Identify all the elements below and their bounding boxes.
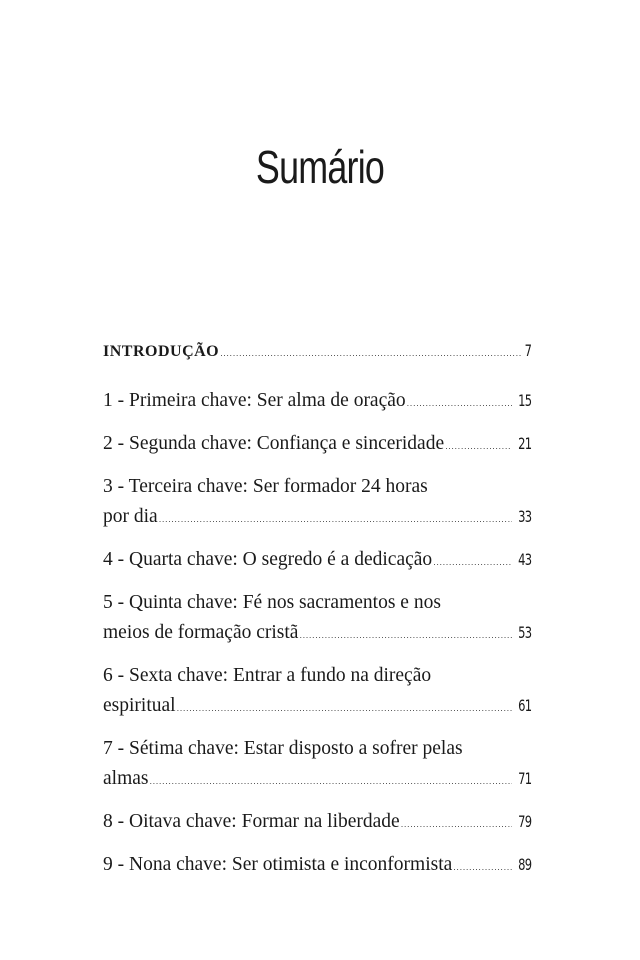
dot-leader bbox=[299, 621, 511, 651]
dot-leader bbox=[159, 505, 512, 535]
toc-page-number: 79 bbox=[517, 812, 531, 831]
toc-entry-title-line1: 6 - Sexta chave: Entrar a fundo na direção bbox=[103, 665, 432, 686]
toc-entry-title: INTRODUÇÃO bbox=[103, 343, 220, 360]
toc-entry-7 bbox=[103, 734, 531, 797]
toc-entry-title-line1: 5 - Quinta chave: Fé nos sacramentos e nos bbox=[103, 592, 441, 613]
dot-leader bbox=[453, 853, 511, 883]
toc-entry-title: almas bbox=[103, 768, 149, 789]
toc-entry-6 bbox=[103, 661, 531, 724]
toc-page-number: 21 bbox=[517, 434, 531, 453]
toc-page-number: 33 bbox=[517, 507, 531, 526]
toc-entry-9 bbox=[103, 850, 531, 883]
toc-entry-introduction bbox=[103, 336, 531, 369]
toc-entry-title: 2 - Segunda chave: Confiança e sinceridade bbox=[103, 433, 445, 454]
toc-entry-title: 4 - Quarta chave: O segredo é a dedicação bbox=[103, 549, 433, 570]
toc-entry-8 bbox=[103, 807, 531, 840]
toc-page-number: 7 bbox=[524, 341, 531, 360]
page-title: Sumário bbox=[255, 141, 385, 193]
toc-page-number: 71 bbox=[517, 769, 531, 788]
toc-entry-title: 1 - Primeira chave: Ser alma de oração bbox=[103, 390, 406, 411]
dot-leader bbox=[401, 810, 512, 840]
toc-entry-title: por dia bbox=[103, 506, 158, 527]
toc-page-number: 61 bbox=[517, 696, 531, 715]
table-of-contents bbox=[103, 336, 531, 893]
dot-leader bbox=[445, 432, 512, 462]
dot-leader bbox=[220, 339, 521, 369]
toc-entry-5 bbox=[103, 588, 531, 651]
toc-page-number: 43 bbox=[517, 550, 531, 569]
dot-leader bbox=[177, 694, 512, 724]
toc-page-number: 53 bbox=[517, 623, 531, 642]
toc-entry-1 bbox=[103, 386, 531, 419]
toc-page-number: 89 bbox=[517, 855, 531, 874]
toc-entry-title-line1: 3 - Terceira chave: Ser formador 24 horas bbox=[103, 476, 428, 497]
dot-leader bbox=[149, 767, 511, 797]
toc-entry-title-line1: 7 - Sétima chave: Estar disposto a sofrer pelas bbox=[103, 738, 463, 759]
toc-entry-title: espiritual bbox=[103, 695, 176, 716]
toc-page-number: 15 bbox=[517, 391, 531, 410]
toc-entry-title: meios de formação cristã bbox=[103, 622, 299, 643]
toc-entry-title: 9 - Nona chave: Ser otimista e inconformista bbox=[103, 854, 453, 875]
toc-entry-3 bbox=[103, 472, 531, 535]
dot-leader bbox=[407, 389, 512, 419]
toc-entry-4 bbox=[103, 545, 531, 578]
toc-entry-title: 8 - Oitava chave: Formar na liberdade bbox=[103, 811, 400, 832]
dot-leader bbox=[433, 548, 511, 578]
toc-entry-2 bbox=[103, 429, 531, 462]
